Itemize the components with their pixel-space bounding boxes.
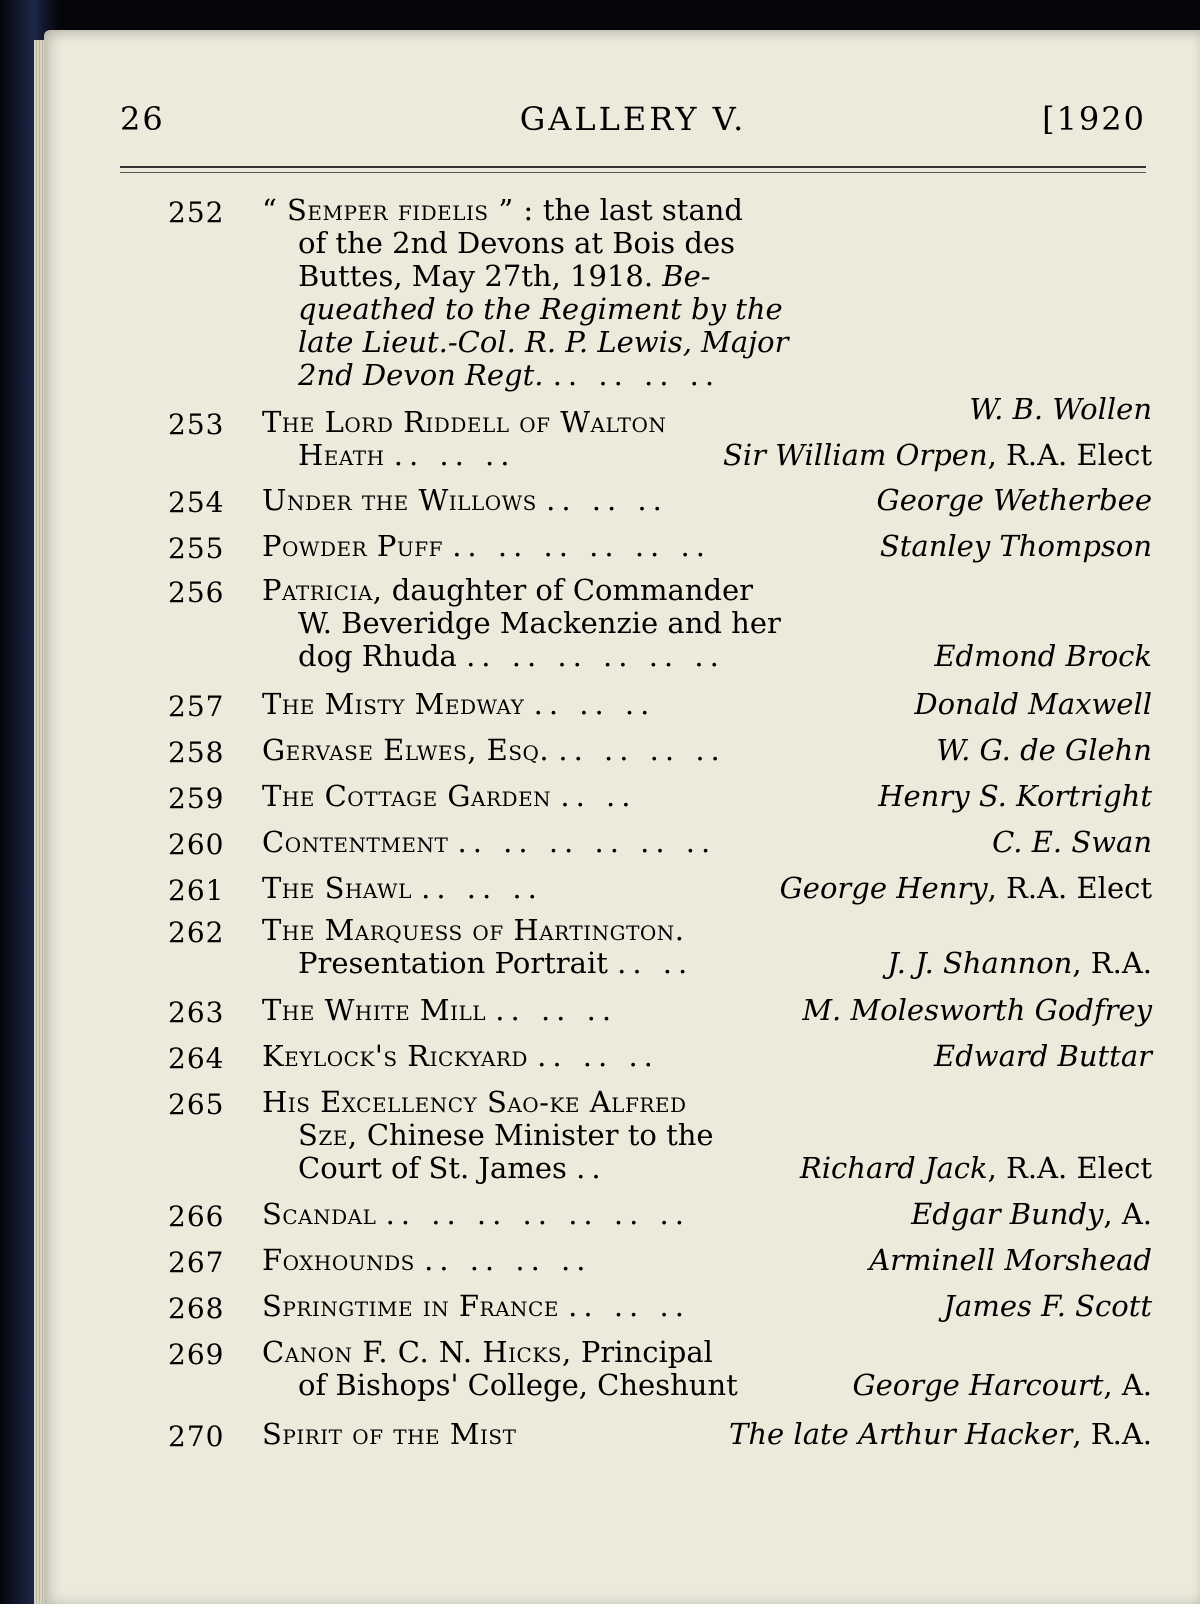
leader-dots: .. .. .. — [421, 871, 543, 905]
entry-text: 2nd Devon Regt. — [298, 358, 544, 392]
entry-title: The Lord Riddell of Walton — [262, 405, 667, 439]
entry-text: dog Rhuda — [298, 639, 457, 673]
artist-name: Edgar Bundy, A. — [911, 1197, 1152, 1231]
entry-number: 263 — [168, 996, 225, 1029]
entry-text: Principal — [580, 1335, 713, 1369]
artist-name: Sir William Orpen, R.A. Elect — [722, 438, 1152, 472]
entry-title: The Misty Medway — [262, 687, 525, 721]
artist-name: Stanley Thompson — [879, 529, 1152, 563]
leader-dots: .. .. — [617, 946, 694, 980]
entry-text: of the 2nd Devons at Bois des — [298, 226, 735, 260]
catalogue-entry — [120, 530, 1156, 563]
artist-name: J. J. Shannon, R.A. — [887, 946, 1152, 980]
entry-text: W. Beveridge Mackenzie and her — [298, 606, 781, 640]
catalogue-entry — [120, 1336, 1156, 1402]
leader-dots: .. .. .. .. .. .. — [466, 639, 725, 673]
entry-number: 268 — [168, 1292, 225, 1325]
entry-text: daughter of Commander — [391, 573, 754, 607]
catalogue-entry — [120, 914, 1156, 980]
entry-number: 252 — [168, 196, 225, 229]
entry-number: 261 — [168, 874, 225, 907]
entry-number: 270 — [168, 1420, 225, 1453]
leader-dots: .. .. — [560, 779, 637, 813]
page-header — [120, 84, 1146, 144]
leader-dots: .. .. .. — [495, 993, 618, 1027]
catalogue-entry — [120, 1244, 1156, 1277]
leader-dots: .. .. .. .. — [424, 1243, 592, 1277]
entry-number: 264 — [168, 1042, 225, 1075]
leader-dots: .. — [576, 1151, 607, 1185]
year-label: [1920 — [1042, 100, 1146, 138]
catalogue-entry — [120, 1418, 1156, 1451]
leader-dots: .. .. .. .. — [552, 358, 721, 392]
entry-title: The Marquess of Hartington. — [262, 913, 685, 947]
catalogue-entry — [120, 1040, 1156, 1073]
artist-name: The late Arthur Hacker, R.A. — [729, 1417, 1152, 1451]
entry-number: 254 — [168, 486, 225, 519]
entry-title: Keylock's Rickyard — [262, 1039, 528, 1073]
catalogue-entry — [120, 688, 1156, 721]
artist-name: Edmond Brock — [934, 639, 1152, 673]
entry-title: The White Mill — [262, 993, 487, 1027]
catalogue-entry — [120, 994, 1156, 1027]
artist-name: W. G. de Glehn — [936, 733, 1152, 767]
entry-number: 258 — [168, 736, 225, 769]
entry-text: the last stand — [542, 193, 743, 227]
catalogue-entry — [120, 872, 1156, 905]
entry-title: Canon F. C. N. Hicks, — [262, 1335, 572, 1369]
leader-dots: .. .. .. — [533, 687, 656, 721]
catalogue-entry — [120, 1290, 1156, 1323]
entry-title: Sze, — [298, 1118, 358, 1152]
entry-number: 253 — [168, 408, 225, 441]
header-rule-thin — [120, 172, 1146, 173]
entry-text: of Bishops' College, Cheshunt — [298, 1368, 738, 1402]
gallery-title: GALLERY V. — [519, 100, 747, 138]
catalogue-entry — [120, 574, 1156, 673]
entry-title: The Cottage Garden — [262, 779, 552, 813]
leader-dots: .. .. .. — [546, 483, 668, 517]
entry-number: 259 — [168, 782, 225, 815]
entry-title: The Shawl — [262, 871, 412, 905]
leader-dots: .. .. .. — [568, 1289, 690, 1323]
entry-title: Springtime in France — [262, 1289, 559, 1323]
entry-text: queathed to the Regiment by the — [298, 292, 783, 326]
entry-number: 265 — [168, 1088, 225, 1121]
entry-number: 267 — [168, 1246, 225, 1279]
entry-number: 255 — [168, 532, 225, 565]
artist-name: C. E. Swan — [992, 825, 1152, 859]
entry-number: 262 — [168, 916, 225, 949]
leader-dots: .. .. .. .. — [558, 733, 726, 767]
artist-name: Arminell Morshead — [869, 1243, 1152, 1277]
page-number: 26 — [120, 100, 165, 138]
leader-dots: .. .. .. .. .. .. — [457, 825, 717, 859]
leader-dots: .. .. .. .. .. .. — [452, 529, 711, 563]
catalogue-entry — [120, 1086, 1156, 1185]
artist-name: Richard Jack, R.A. Elect — [799, 1151, 1152, 1185]
entry-title: Gervase Elwes, Esq. — [262, 733, 550, 767]
header-rule — [120, 166, 1146, 168]
entry-number: 257 — [168, 690, 225, 723]
entry-text: late Lieut.-Col. R. P. Lewis, Major — [298, 325, 789, 359]
artist-name: George Wetherbee — [876, 483, 1152, 517]
leader-dots: .. .. .. — [393, 438, 516, 472]
entry-title: Spirit of the Mist — [262, 1417, 517, 1451]
catalogue-entry — [120, 194, 1156, 426]
leader-dots: .. .. .. .. .. .. .. — [385, 1197, 690, 1231]
leader-dots: .. .. .. — [537, 1039, 659, 1073]
entry-text: Chinese Minister to the — [366, 1118, 714, 1152]
artist-name: George Harcourt, A. — [852, 1368, 1152, 1402]
entry-number: 266 — [168, 1200, 225, 1233]
entry-title: “ Semper fidelis ” : — [262, 193, 534, 227]
catalogue-entry — [120, 734, 1156, 767]
entry-number: 260 — [168, 828, 225, 861]
entry-title: Under the Willows — [262, 483, 537, 517]
artist-name: M. Molesworth Godfrey — [802, 993, 1152, 1027]
entry-number: 256 — [168, 576, 225, 609]
entry-title: Scandal — [262, 1197, 377, 1231]
artist-name: George Henry, R.A. Elect — [779, 871, 1152, 905]
entry-title: Patricia, — [262, 573, 383, 607]
entry-title: Powder Puff — [262, 529, 443, 563]
entry-text: Buttes, May 27th, 1918. — [298, 259, 654, 293]
artist-name: Donald Maxwell — [914, 687, 1152, 721]
entry-title: Foxhounds — [262, 1243, 415, 1277]
catalogue-entry — [120, 780, 1156, 813]
catalogue-entry — [120, 406, 1156, 472]
entry-text: Presentation Portrait — [298, 946, 608, 980]
entry-text: Be- — [662, 259, 711, 293]
artist-name: W. B. Wollen — [969, 392, 1152, 426]
entry-title: Contentment — [262, 825, 449, 859]
entry-title: His Excellency Sao-ke Alfred — [262, 1085, 687, 1119]
entry-text: Court of St. James — [298, 1151, 567, 1185]
artist-name: James F. Scott — [943, 1289, 1152, 1323]
entry-number: 269 — [168, 1338, 225, 1371]
artist-name: Henry S. Kortright — [878, 779, 1152, 813]
catalogue-entry — [120, 484, 1156, 517]
artist-name: Edward Buttar — [934, 1039, 1152, 1073]
catalogue-entry — [120, 1198, 1156, 1231]
entry-title: Heath — [298, 438, 385, 472]
catalogue-entry — [120, 826, 1156, 859]
